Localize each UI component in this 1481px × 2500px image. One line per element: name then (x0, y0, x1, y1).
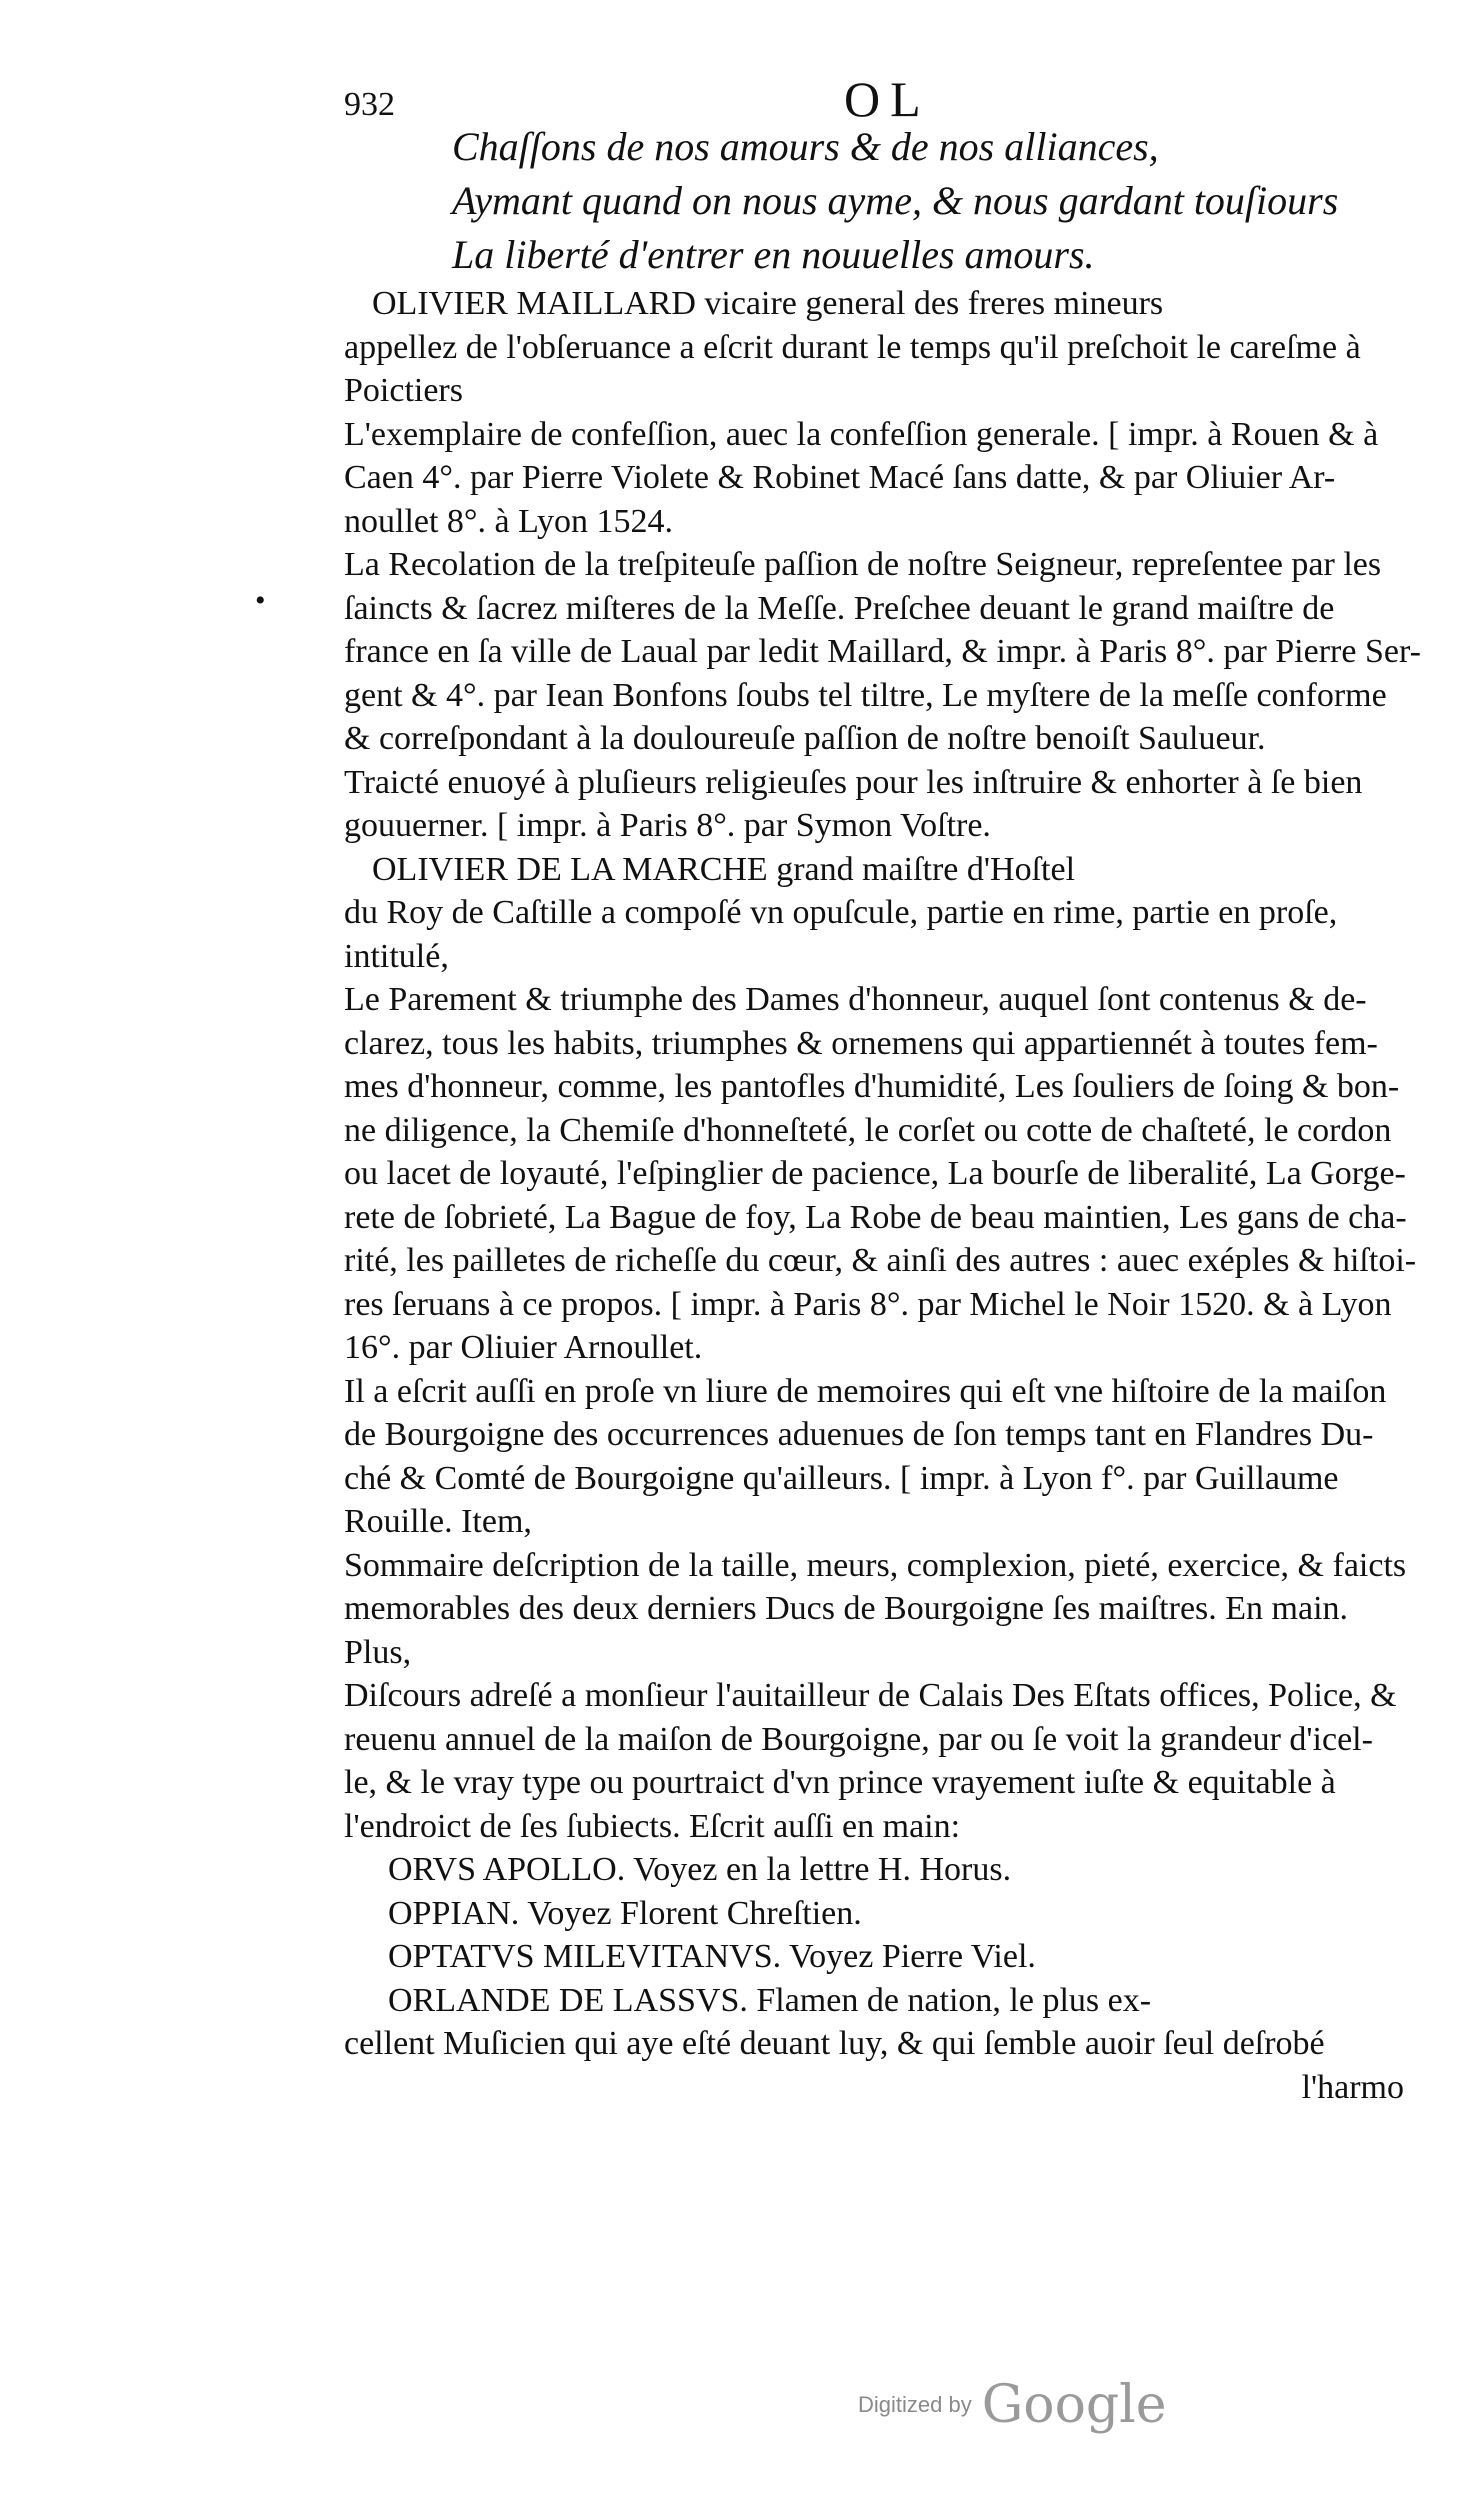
verse-quote (452, 120, 1412, 282)
text-line: Sommaire deſcription de la taille, meurs, complexion, pieté, exercice, & faicts (344, 1546, 1407, 1584)
text-line: Caen 4°. par Pierre Violete & Robinet Macé ſans datte, & par Oliuier Ar- (344, 459, 1336, 496)
text-line: & correſpondant à la douloureuſe paſſion de noſtre benoiſt Saulueur. (344, 720, 1266, 757)
margin-mark: • (255, 584, 266, 617)
text-line: noullet 8°. à Lyon 1524. (344, 502, 674, 540)
text-line: La Recolation de la treſpiteuſe paſſion de noſtre Seigneur, repreſentee par les (344, 546, 1382, 583)
google-wordmark: Google (981, 2375, 1167, 2435)
text-line: res ſeruans à ce propos. [ impr. à Paris 8°. par Michel le Noir 1520. & à Lyon (344, 1285, 1392, 1323)
text-line: le, & le vray type ou pourtraict d'vn prince vrayement iuſte & equitable à (344, 1764, 1336, 1801)
digitized-label: Digitized by (858, 2392, 972, 2417)
verse-line: Chaſſons de nos amours & de nos alliances, (452, 124, 1159, 169)
entry-heading-olivier-maillard: OLIVIER MAILLARD vicaire general des freres mineurs (372, 285, 1164, 322)
text-line: Il a eſcrit auſſi en proſe vn liure de memoires qui eſt vne hiſtoire de la maiſon (344, 1372, 1387, 1410)
text-line: ne diligence, la Chemiſe d'honneſteté, le corſet ou cotte de chaſteté, le cordon (344, 1111, 1392, 1149)
verse-line: Aymant quand on nous ayme, & nous gardant touſiours (452, 178, 1339, 223)
text-line: Diſcours adreſé a monſieur l'auitailleur de Calais Des Eſtats offices, Police, & (344, 1677, 1397, 1714)
text-line: mes d'honneur, comme, les pantofles d'humidité, Les ſouliers de ſoing & bon- (344, 1068, 1400, 1105)
text-line: memorables des deux derniers Ducs de Bourgoigne ſes maiſtres. En main. (344, 1590, 1349, 1627)
verse-line: La liberté d'entrer en nouuelles amours. (452, 232, 1095, 277)
text-line: clarez, tous les habits, triumphes & ornemens qui appartiennét à toutes fem- (344, 1024, 1378, 1062)
entry-heading-orlande-de-lassus: ORLANDE DE LASSVS. Flamen de nation, le plus ex- (388, 1981, 1152, 2019)
text-line: rité, les pailletes de richeſſe du cœur, & ainſi des autres : auec exéples & hiſtoi- (344, 1242, 1417, 1279)
text-line: 16°. par Oliuier Arnoullet. (344, 1329, 703, 1366)
running-head: OL (844, 71, 931, 127)
page-header (344, 68, 1404, 128)
catchword: l'harmo (1301, 2068, 1404, 2106)
page-number: 932 (344, 86, 395, 123)
text-line: L'exemplaire de confeſſion, auec la confeſſion generale. [ impr. à Rouen & à (344, 415, 1379, 453)
text-line: l'endroict de ſes ſubiects. Eſcrit auſſi en main: (344, 1807, 961, 1845)
body-text (344, 282, 1424, 2109)
text-line: cellent Muſicien qui aye eſté deuant luy, & qui ſemble auoir ſeul deſrobé (344, 2025, 1325, 2062)
text-line: de Bourgoigne des occurrences aduenues de ſon temps tant en Flandres Du- (344, 1416, 1374, 1453)
entry-heading-oppian: OPPIAN. Voyez Florent Chreſtien. (388, 1894, 862, 1932)
text-line: Traicté enuoyé à pluſieurs religieuſes pour les inſtruire & enhorter à ſe bien (344, 763, 1363, 801)
text-line: Le Parement & triumphe des Dames d'honneur, auquel ſont contenus & de- (344, 981, 1367, 1018)
text-line: du Roy de Caſtille a compoſé vn opuſcule, partie en rime, partie en proſe, (344, 894, 1338, 931)
entry-heading-olivier-de-la-marche: OLIVIER DE LA MARCHE grand maiſtre d'Hoſtel (372, 850, 1076, 888)
text-line: Rouille. Item, (344, 1503, 532, 1540)
text-line: ou lacet de loyauté, l'eſpinglier de pacience, La bourſe de liberalité, La Gorge- (344, 1155, 1406, 1192)
text-line: Poictiers (344, 372, 463, 409)
text-line: gouuerner. [ impr. à Paris 8°. par Symon Voſtre. (344, 807, 991, 844)
text-line: reuenu annuel de la maiſon de Bourgoigne, par ou ſe voit la grandeur d'icel- (344, 1720, 1373, 1758)
text-line: appellez de l'obſeruance a eſcrit durant le temps qu'il preſchoit le careſme à (344, 328, 1361, 366)
text-line: Plus, (344, 1633, 412, 1671)
text-line: rete de ſobrieté, La Bague de foy, La Robe de beau maintien, Les gans de cha- (344, 1198, 1407, 1236)
text-line: ſaincts & ſacrez miſteres de la Meſſe. Preſchee deuant le grand maiſtre de (344, 589, 1335, 627)
text-line: intitulé, (344, 937, 449, 975)
text-line: france en ſa ville de Laual par ledit Maillard, & impr. à Paris 8°. par Pierre Ser- (344, 633, 1421, 670)
entry-heading-orus-apollo: ORVS APOLLO. Voyez en la lettre H. Horus. (388, 1851, 1012, 1888)
entry-heading-optatus-milevitanus: OPTATVS MILEVITANVS. Voyez Pierre Viel. (388, 1938, 1036, 1975)
digitized-watermark (858, 2375, 1167, 2435)
text-line: ché & Comté de Bourgoigne qu'ailleurs. [ impr. à Lyon f°. par Guillaume (344, 1459, 1339, 1497)
text-line: gent & 4°. par Iean Bonfons ſoubs tel tiltre, Le myſtere de la meſſe conforme (344, 676, 1387, 714)
